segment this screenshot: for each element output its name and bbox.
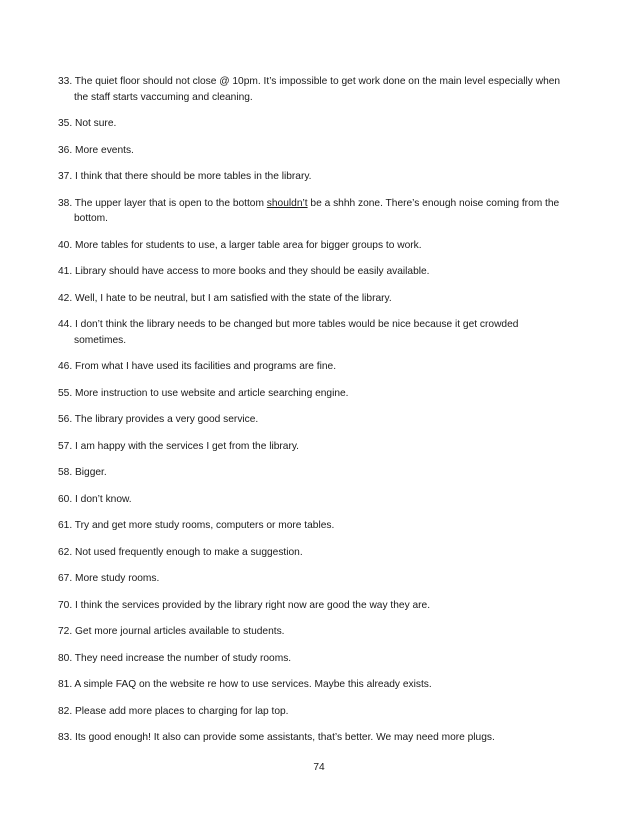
- list-item: 33. The quiet floor should not close @ 10pm. It’s impossible to get work done on the main level especially when the staff starts vaccuming and cleaning.: [58, 76, 561, 103]
- list-item: 83. Its good enough! It also can provide some assistants, that’s better. We may need more plugs.: [58, 732, 495, 743]
- list-item: 55. More instruction to use website and article searching engine.: [58, 387, 349, 399]
- list-item: 61. Try and get more study rooms, computers or more tables.: [58, 520, 335, 531]
- list-item: 67. More study rooms.: [58, 573, 160, 584]
- list-item: [58, 196, 568, 227]
- list-item: 80. They need increase the number of study rooms.: [58, 652, 292, 664]
- list-item: 35. Not sure.: [58, 118, 117, 129]
- list-item: 70. I think the services provided by the library right now are good the way they are.: [58, 599, 431, 611]
- comment-list: [58, 74, 568, 757]
- list-item: 81. A simple FAQ on the website re how to use services. Maybe this already exists.: [58, 679, 432, 690]
- list-item: 57. I am happy with the services I get from the library.: [58, 440, 300, 452]
- list-item-text-before: 38. The upper layer that is open to the bottom: [58, 197, 267, 209]
- list-item: 44. I don’t think the library needs to be changed but more tables would be nice because it get crowded sometimes.: [58, 319, 519, 346]
- list-item: 41. Library should have access to more books and they should be easily available.: [58, 266, 430, 277]
- list-item: 60. I don’t know.: [58, 493, 132, 505]
- list-item: 37. I think that there should be more tables in the library.: [58, 171, 312, 182]
- page-number: 74: [313, 762, 325, 773]
- list-item: 82. Please add more places to charging for lap top.: [58, 705, 289, 717]
- list-item: 72. Get more journal articles available to students.: [58, 626, 285, 637]
- list-item: 46. From what I have used its facilities and programs are fine.: [58, 361, 337, 372]
- list-item: 56. The library provides a very good service.: [58, 414, 259, 425]
- list-item: 58. Bigger.: [58, 467, 107, 478]
- underlined-word: shouldn’t: [266, 197, 308, 209]
- list-item: 42. Well, I hate to be neutral, but I am satisfied with the state of the library.: [58, 292, 392, 304]
- list-item: 62. Not used frequently enough to make a suggestion.: [58, 546, 303, 558]
- list-item: 36. More events.: [58, 144, 134, 156]
- list-item-text-after: be a shhh zone. There’s enough noise coming from the bottom.: [74, 197, 560, 224]
- list-item: 40. More tables for students to use, a larger table area for bigger groups to work.: [58, 239, 422, 251]
